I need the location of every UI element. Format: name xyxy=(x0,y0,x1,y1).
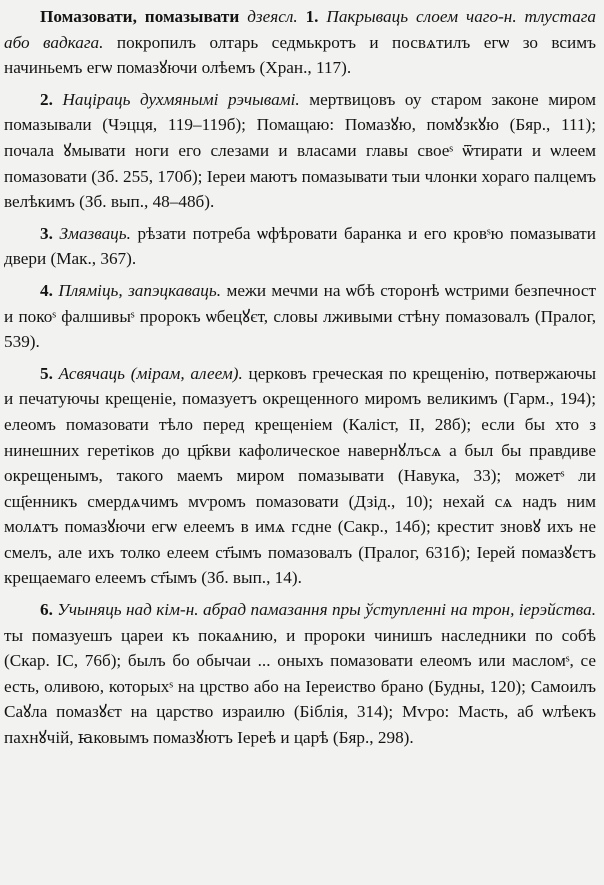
sense-citation: ты помазуешъ цареи къ покаѧнию, и пророки чинишъ наследники по собѣ (Скар. ІС, 76б); былъ бо обычаи ... оныхъ помазовати елеомъ или масломˢ, се есть, оливою, которыхˢ на црство або на Іереиство брано (Будны, 120); Самоилъ Саꙋла помазꙋєт на царство израилю (Біблія, 314); Мѵро: Масть, аб ѡлѣекъ пахнꙋчій, ꙗковымъ помазꙋютъ Іереѣ и царѣ (Бяр., 298). xyxy=(4,625,596,748)
sense-citation: рѣзати потреба ѡфѣровати баранка и его кровˢю помазывати двери (Мак., 367). xyxy=(4,223,597,269)
sense-number: 6. xyxy=(40,600,53,620)
dictionary-entry-sense-4 xyxy=(4,278,596,355)
part-of-speech: дзеясл. xyxy=(247,7,298,26)
dictionary-entry-sense-5 xyxy=(4,361,596,591)
sense-citation: покропилъ олтарь седмькротъ и посвѧтилъ егѡ зо всимъ начиньемъ егѡ помазꙋючи олѣемъ (Хран., 117). xyxy=(4,32,596,78)
dictionary-entry-sense-6 xyxy=(4,597,596,751)
sense-number: 1. xyxy=(305,7,319,26)
sense-number: 5. xyxy=(40,363,53,383)
sense-citation: церковъ греческая по крещенію, потвержаючы и печатуючы крещеніе, помазуетъ окрещенного миромъ великимъ (Гарм., 194); елеомъ помазовати тѣло перед крещеніем (Каліст, II, 28б); если бы хто з нинешних геретіков до цр҃кви кафолическое навернꙋлъсѧ а был бы правдиве окрещенымъ, такого маемъ миром помазывати (Навука, 33); можетˢ ли сщ҃енникъ смердѧчимъ мѵромъ помазовати (Дзід., 10); нехай сѧ надъ ним молѧтъ помазꙋючи егѡ елеемъ в имѧ гсдне (Сакр., 14б); крестит зновꙋ ихъ не смелъ, але ихъ толко елеем ст҃ымъ помазовалъ (Пралог, 631б); Іерей помазꙋєтъ крещаемаго елеемъ ст҃ымъ (Зб. вып., 14). xyxy=(4,363,597,588)
headword: Помазовати, помазывати xyxy=(40,7,240,26)
sense-gloss: Пляміць, запэцкаваць. xyxy=(58,280,222,300)
sense-gloss: Пакрываць слоем чаго-н. тлустага або вадкага. xyxy=(4,7,597,52)
dictionary-entry-sense-2 xyxy=(4,87,596,215)
sense-number: 2. xyxy=(40,89,53,109)
sense-citation: мертвицовъ оу старом законе миром помазывали (Чэцця, 119–119б); Помащаю: Помазꙋю, помꙋзкꙋю (Бяр., 111); почала ꙋмывати ноги его слезами и власами главы своеˢ ѿтирати и ѡлеем помазовати (Зб. 255, 170б); Іереи маютъ помазывати тыи члонки хораго палцемъ велѣкимъ (Зб. вып., 48–48б). xyxy=(4,89,597,212)
sense-number: 4. xyxy=(40,280,53,300)
dictionary-entry-sense-1 xyxy=(4,4,596,81)
sense-number: 3. xyxy=(40,223,53,243)
sense-gloss: Учыняць над кім-н. абрад памазання пры ўступленні на трон, іерэйства. xyxy=(57,600,596,620)
sense-gloss: Асвячаць (мірам, алеем). xyxy=(58,363,243,383)
sense-gloss: Націраць духмянымі рэчывамі. xyxy=(62,89,300,109)
sense-citation: межи мечми на ѡбѣ сторонѣ ѡстрими безпечност и покоˢ фалшивыˢ пророкъ ѡбецꙋєт, словы лживыми стѣну помазовалъ (Пралог, 539). xyxy=(4,280,596,352)
sense-gloss: Змазваць. xyxy=(59,223,131,243)
dictionary-entry-sense-3 xyxy=(4,221,596,272)
